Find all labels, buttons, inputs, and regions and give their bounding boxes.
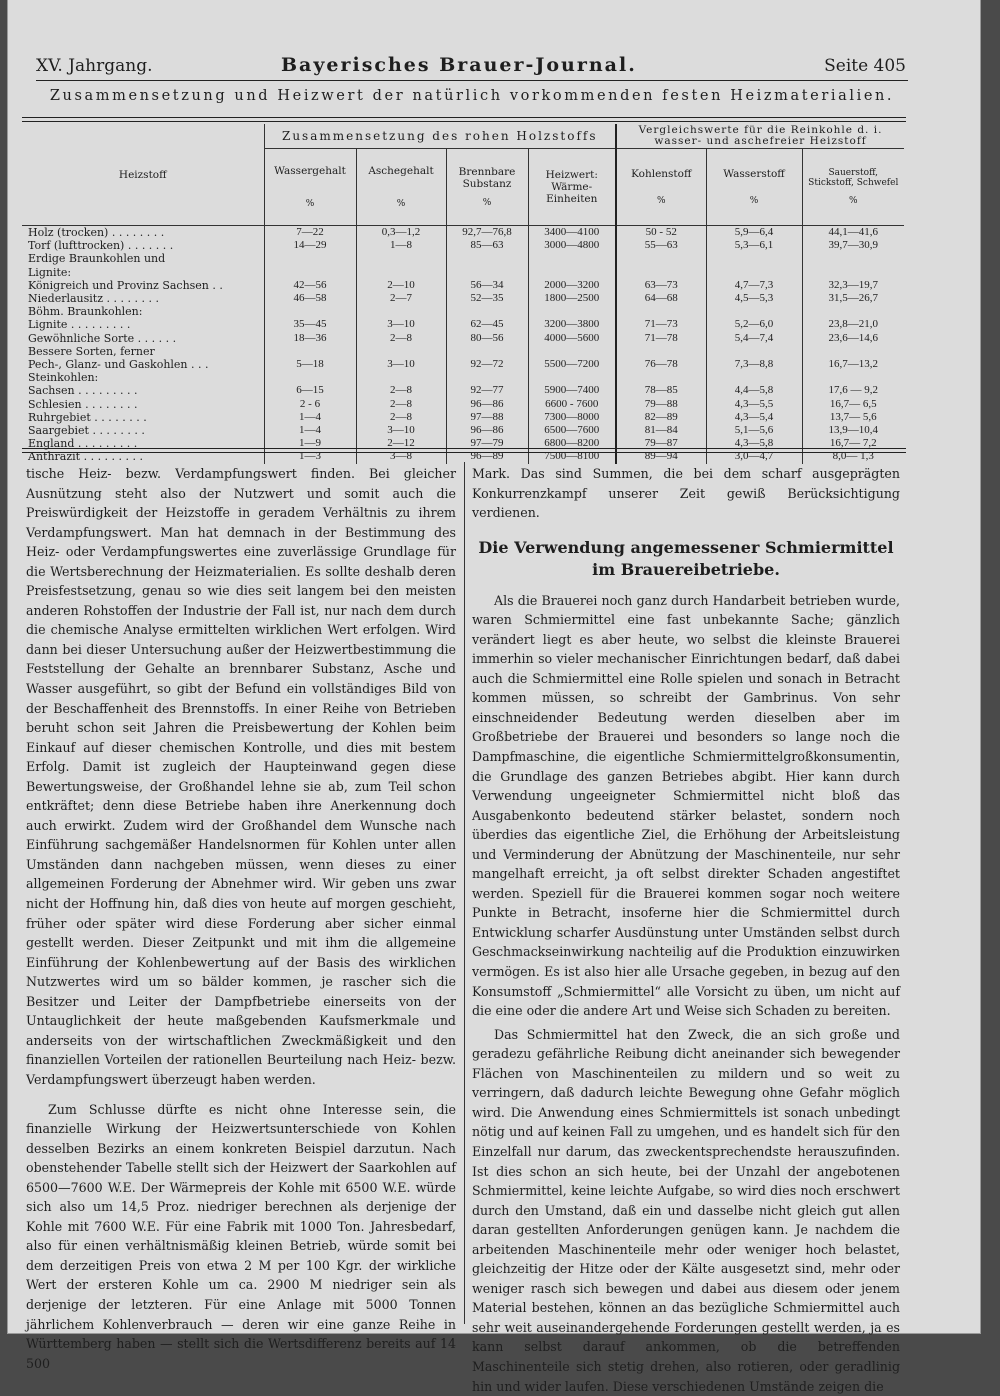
cell-a: 2—8 [356,398,446,411]
header-sauerstoff [802,149,904,226]
cell-c: 55—63 [616,239,706,252]
cell-hy [706,252,802,265]
cell-hy [706,305,802,318]
header-heizstoff: Heizstoff [22,124,264,226]
cell-hy: 5,1—5,6 [706,424,802,437]
cell-b: 80—56 [446,332,528,345]
row-label: Torf (lufttrocken) . . . . . . . [28,239,174,253]
table-row [22,266,904,279]
table-row [22,345,904,358]
header-rule [36,80,908,81]
right-paragraph-1: Als die Brauerei noch ganz durch Handarbeit betrieben wurde, waren Schmiermittel eine fast unbekannte Sache; gänzlich verändert liegt es aber heute, wo selbst die kleinste Brauerei immerhin so vieler mechanischer Einrichtungen bedarf, daß dabei auch die Schmiermittel eine Rolle spielen und sonach in Betracht kommen müssen, so schreibt der Gambrinus. Von sehr einschneidender Bedeutung werden dieselben aber im Großbetriebe der Brauerei und besonders so lange noch die Dampfmaschine, die eigentliche Schmiermittelgroßkonsumentin, die Grundlage des ganzen Betriebes abgibt. Hier kann durch Verwendung ungeeigneter Schmiermittel nicht bloß das Ausgabenkonto bedeutend stärker belastet, sondern noch überdies das eigentliche Ziel, die Erhöhung der Arbeitsleistung und Verminderung der Abnützung der Maschinenteile, nur sehr mangelhaft erreicht, ja oft selbst direkter Schaden angestiftet werden. Speziell für die Brauerei kommen sogar noch weitere Punkte in Betracht, insoferne hier die Schmiermittel durch Entwicklung scharfer Ausdünstung unter Umständen selbst durch Geschmackseinwirkung nachteilig auf die Produktion einzuwirken vermögen. Es ist also hier alle Ursache gegeben, in bezug auf den Konsumstoff „Schmiermittel“ alle Vorsicht zu üben, um nicht auf die eine oder die andere Art und Weise sich Schaden zu bereiten. [472,592,900,1019]
cell-a: 2—8 [356,411,446,424]
cell-hy: 5,3—6,1 [706,239,802,252]
header-sauerstoff-label: Sauerstoff, Stickstoff, Schwefel [808,168,899,188]
heating-materials-table [22,124,904,464]
right-paragraph-0: Mark. Das sind Summen, die bei dem scharf ausgeprägten Konkurrenzkampf unserer Zeit gewiß Berücksichtigung verdienen. [472,466,900,521]
cell-w: 1—9 [264,437,356,450]
cell-o [802,252,904,265]
cell-w: 42—56 [264,279,356,292]
cell-o [802,345,904,358]
cell-b [446,252,528,265]
header-brennbar [446,149,528,226]
cell-b: 97—88 [446,411,528,424]
cell-c [616,305,706,318]
cell-w [264,305,356,318]
cell-w: 1—4 [264,424,356,437]
cell-b [446,266,528,279]
cell-w: 46—58 [264,292,356,305]
cell-a: 0,3—1,2 [356,226,446,240]
header-wassergehalt-unit: % [305,199,315,209]
header-wasserstoff [706,149,802,226]
row-label: Steinkohlen: [28,371,99,385]
header-wasserstoff-label: Wasserstoff [723,168,785,180]
cell-w: 1—4 [264,411,356,424]
table-row [22,239,904,252]
cell-b: 85—63 [446,239,528,252]
cell-b: 56—34 [446,279,528,292]
cell-b: 97—79 [446,437,528,450]
header-wassergehalt-label: Wassergehalt [274,165,346,177]
table-row [22,226,904,240]
cell-c [616,345,706,358]
cell-o: 39,7—30,9 [802,239,904,252]
header-aschegehalt [356,149,446,226]
table-bottom-rule-1 [22,448,906,449]
cell-hy: 4,3—5,4 [706,411,802,424]
page-number: Seite 405 [824,56,906,76]
cell-w: 6—15 [264,384,356,397]
cell-o: 17,6 — 9,2 [802,384,904,397]
cell-b: 92,7—76,8 [446,226,528,240]
volume-label: XV. Jahrgang. [36,56,153,76]
cell-a [356,345,446,358]
table-top-rule-2 [22,121,906,122]
cell-h: 3000—4800 [528,239,616,252]
table-top-rule-1 [22,117,906,118]
header-heizwert: Heizwert: Wärme-Einheiten [528,149,616,226]
table-row [22,332,904,345]
cell-b: 62—45 [446,318,528,331]
row-label: Holz (trocken) . . . . . . . . [28,226,165,239]
table-bottom-rule-2 [22,452,906,453]
header-kohlenstoff-unit: % [656,196,666,206]
cell-hy: 5,9—6,4 [706,226,802,240]
cell-a: 3—10 [356,424,446,437]
table-row [22,358,904,371]
cell-hy: 5,2—6,0 [706,318,802,331]
cell-o: 44,1—41,6 [802,226,904,240]
table-row [22,424,904,437]
cell-hy: 7,3—8,8 [706,358,802,371]
cell-h: 3200—3800 [528,318,616,331]
cell-a [356,252,446,265]
cell-hy [706,266,802,279]
cell-a [356,305,446,318]
cell-c: 79—88 [616,398,706,411]
journal-page [8,0,980,1394]
cell-c [616,371,706,384]
cell-w [264,345,356,358]
cell-c: 71—78 [616,332,706,345]
table-title: Zusammensetzung und Heizwert der natürlich vorkommenden festen Heizmaterialien. [49,88,895,104]
cell-hy: 3,0—4,7 [706,450,802,463]
header-wassergehalt [264,149,356,226]
left-column [26,464,456,1373]
cell-w: 1—3 [264,450,356,463]
cell-a: 3—10 [356,358,446,371]
cell-h [528,252,616,265]
table-row [22,318,904,331]
cell-w [264,252,356,265]
header-brennbar-label: Brennbare Substanz [458,166,516,190]
cell-hy: 4,7—7,3 [706,279,802,292]
cell-c: 76—78 [616,358,706,371]
cell-o: 23,6—14,6 [802,332,904,345]
cell-o: 13,9—10,4 [802,424,904,437]
cell-b [446,305,528,318]
cell-b: 52—35 [446,292,528,305]
row-label: Erdige Braunkohlen und [28,252,166,266]
table-row [22,279,904,292]
row-label: Schlesien . . . . . . . . [28,397,138,411]
cell-hy [706,371,802,384]
cell-h: 6800—8200 [528,437,616,450]
cell-a: 2—8 [356,384,446,397]
row-label: Niederlausitz . . . . . . . . [28,292,159,306]
header-kohlenstoff-label: Kohlenstoff [631,168,692,180]
cell-c: 71—73 [616,318,706,331]
row-label: Königreich und Provinz Sachsen . . [28,278,223,292]
row-label: Bessere Sorten, ferner [28,344,155,358]
cell-b: 96—89 [446,450,528,463]
cell-w [264,266,356,279]
cell-hy: 5,4—7,4 [706,332,802,345]
row-label: Lignite . . . . . . . . . [28,318,131,332]
cell-b: 92—77 [446,384,528,397]
row-label: Sachsen . . . . . . . . . [28,384,138,398]
cell-c: 63—73 [616,279,706,292]
cell-o: 32,3—19,7 [802,279,904,292]
cell-h [528,266,616,279]
journal-title: Bayerisches Brauer-Journal. [281,54,637,76]
header-kohlenstoff [616,149,706,226]
cell-b: 92—72 [446,358,528,371]
cell-a: 2—7 [356,292,446,305]
table-row [22,411,904,424]
cell-hy: 4,3—5,8 [706,437,802,450]
cell-o: 31,5—26,7 [802,292,904,305]
header-group-rohstoff: Zusammensetzung des rohen Holzstoffs [264,124,616,149]
cell-hy [706,345,802,358]
cell-h [528,371,616,384]
cell-h: 6600 - 7600 [528,398,616,411]
header-wasserstoff-unit: % [749,196,759,206]
cell-c: 82—89 [616,411,706,424]
cell-c: 78—85 [616,384,706,397]
header-brennbar-unit: % [482,198,492,208]
header-aschegehalt-label: Aschegehalt [368,165,434,177]
cell-h: 7500—8100 [528,450,616,463]
cell-h: 7300—8000 [528,411,616,424]
header-sauerstoff-unit: % [848,196,858,206]
table-row [22,252,904,265]
cell-w: 7—22 [264,226,356,240]
table-row [22,398,904,411]
cell-h: 3400—4100 [528,226,616,240]
cell-o [802,371,904,384]
cell-w: 18—36 [264,332,356,345]
row-label: England . . . . . . . . . [28,437,138,451]
cell-h [528,305,616,318]
cell-h: 5500—7200 [528,358,616,371]
cell-hy: 4,5—5,3 [706,292,802,305]
cell-h: 2000—3200 [528,279,616,292]
cell-a: 2—12 [356,437,446,450]
cell-b [446,371,528,384]
cell-w [264,371,356,384]
cell-w: 35—45 [264,318,356,331]
header-group-reinkohle: Vergleichswerte für die Reinkohle d. i. wasser- und aschefreier Heizstoff [616,124,904,149]
table-body [22,226,904,464]
cell-o: 16,7— 6,5 [802,398,904,411]
cell-o [802,266,904,279]
page-header [36,52,906,80]
cell-o: 23,8—21,0 [802,318,904,331]
row-label: Saargebiet . . . . . . . . [28,424,145,438]
table-row [22,292,904,305]
cell-a [356,266,446,279]
cell-b [446,345,528,358]
cell-c: 81—84 [616,424,706,437]
left-paragraph-2: Zum Schlusse dürfte es nicht ohne Interesse sein, die finanzielle Wirkung der Heizwertsunterschiede von Kohlen desselben Bezirks an einem konkreten Beispiel darzutun. Nach obenstehender Tabelle stellt sich der Heizwert der Saarkohlen auf 6500—7600 W.E. Der Wärmepreis der Kohle mit 6500 W.E. würde sich also um 14,5 Proz. niedriger berechnen als derjenige der Kohle mit 7600 W.E. Für eine Fabrik mit 1000 Ton. Jahresbedarf, also für einen verhältnismäßig kleinen Betrieb, würde somit bei dem derzeitigen Preis von etwa 2 M per 100 Kgr. der wirkliche Wert der ersteren Kohle um ca. 2900 M niedriger sein als derjenige der letzteren. Für eine Anlage mit 5000 Tonnen jährlichem Kohlenverbrauch — deren wir eine ganze Reihe in Württemberg haben — stellt sich die Wertsdifferenz bereits auf 14 500 [26,1101,456,1371]
cell-c [616,252,706,265]
cell-c: 50 - 52 [616,226,706,240]
cell-b: 96—86 [446,424,528,437]
cell-h: 5900—7400 [528,384,616,397]
cell-c: 64—68 [616,292,706,305]
cell-h [528,345,616,358]
row-label: Ruhrgebiet . . . . . . . . [28,410,147,424]
left-paragraph-1: tische Heiz- bezw. Verdampfungswert finden. Bei gleicher Ausnützung steht also der Nutzwert und somit auch die Preiswürdigkeit der Heizstoffe in geradem Verhältnis zu ihrem Verdampfungswert. Man hat demnach in der Bestimmung des Heiz- oder Verdampfungswertes eine zuverlässige Grundlage für die Wertsberechnung der Heizmaterialien. Es sollte deshalb deren Preisfestsetzung, genau so wie dies seit langem bei den meisten anderen Rohstoffen der Industrie der Fall ist, nur nach dem durch die chemische Analyse ermittelten wirklichen Wert erfolgen. Wird dann bei dieser Untersuchung außer der Heizwertbestimmung die Feststellung der Gehalte an brennbarer Substanz, Asche und Wasser ausgeführt, so gibt der Befund ein vollständiges Bild von der Beschaffenheit des Brennstoffs. In einer Reihe von Betrieben beruht schon seit Jahren die Preisbewertung der Kohlen beim Einkauf auf dieser chemischen Kontrolle, und dies mit bestem Erfolg. Damit ist zugleich der Haupteinwand gegen diese Bewertungsweise, der Großhandel lehne sie ab, zum Teil schon entkräftet; denn diese Betriebe haben ihre Anerkennung doch auch erwirkt. Zudem wird der Großhandel dem Wunsche nach Einführung sachgemäßer Handelsnormen für Kohlen unter allen Umständen dann nachgeben müssen, wenn dieses zu einer allgemeinen Forderung der Abnehmer wird. Wir geben uns zwar nicht der Hoffnung hin, daß dies von heute auf morgen geschieht, früher oder später wird diese Forderung aber sicher einmal gestellt werden. Dieser Zeitpunkt und mit ihm die allgemeine Einführung der Kohlenbewertung auf der Basis des wirklichen Nutzwertes wird um so bälder kommen, je rascher sich die Besitzer und Leiter der Dampfbetriebe einerseits von der Untauglichkeit der heute maßgebenden Kaufsmerkmale und anderseits von der wirtschaftlichen Zweckmäßigkeit und den finanziellen Vorteilen der rationellen Beurteilung nach Heiz- bezw. Verdampfungswert überzeugt haben werden. [26,466,456,1087]
cell-o: 16,7— 7,2 [802,437,904,450]
cell-o: 13,7— 5,6 [802,411,904,424]
table-row [22,371,904,384]
row-label: Böhm. Braunkohlen: [28,305,143,319]
cell-a [356,371,446,384]
table-row [22,384,904,397]
cell-hy: 4,4—5,8 [706,384,802,397]
row-label: Pech-, Glanz- und Gaskohlen . . . [28,358,209,372]
row-label: Gewöhnliche Sorte . . . . . . [28,331,177,345]
article-title: Die Verwendung angemessener Schmiermittel im Brauereibetriebe. [478,537,894,579]
cell-w: 14—29 [264,239,356,252]
cell-w: 2 - 6 [264,398,356,411]
cell-h: 6500—7600 [528,424,616,437]
cell-c: 79—87 [616,437,706,450]
cell-o [802,305,904,318]
right-paragraph-2: Das Schmiermittel hat den Zweck, die an sich große und geradezu gefährliche Reibung dicht aneinander sich bewegender Flächen von Maschinenteilen zu mildern und so weit zu verringern, daß dadurch leichte Bewegung ohne Gefahr möglich wird. Die Anwendung eines Schmiermittels ist sonach unbedingt nötig und auf keinen Fall zu umgehen, und es handelt sich für den Einzelfall nur darum, das zweckentsprechendste herauszufinden. Ist dies schon an sich heute, bei der Unzahl der angebotenen Schmiermittel, keine leichte Aufgabe, so wird dies noch erschwert durch den Umstand, daß ein und dasselbe nicht gleich gut allen daran gestellten Anforderungen genügen kann. Je nachdem die arbeitenden Maschinenteile mehr oder weniger hoch belastet, gleichzeitig der Hitze oder der Kälte ausgesetzt sind, mehr oder weniger rasch sich bewegen und dabei aus diesem oder jenem Material bestehen, können an das bezügliche Schmiermittel auch sehr weit auseinandergehende Forderungen gestellt werden, ja es kann selbst darauf ankommen, ob die betreffenden Maschinenteile sich stetig drehen, also rotieren, oder geradlinig hin und wider laufen. Diese verschiedenen Umstände zeigen die [472,1026,900,1394]
cell-a: 3—8 [356,450,446,463]
cell-a: 2—10 [356,279,446,292]
cell-hy: 4,3—5,5 [706,398,802,411]
table-row [22,305,904,318]
cell-a: 2—8 [356,332,446,345]
cell-o: 16,7—13,2 [802,358,904,371]
cell-c [616,266,706,279]
right-column [472,464,900,1396]
cell-c: 89—94 [616,450,706,463]
cell-a: 1—8 [356,239,446,252]
cell-h: 4000—5600 [528,332,616,345]
cell-b: 96—86 [446,398,528,411]
cell-o: 8,0— 1,3 [802,450,904,463]
row-label: Lignite: [28,265,72,279]
cell-a: 3—10 [356,318,446,331]
column-divider [464,462,465,1324]
header-aschegehalt-unit: % [396,199,406,209]
cell-h: 1800—2500 [528,292,616,305]
row-label: Anthrazit . . . . . . . . . [28,450,144,464]
cell-w: 5—18 [264,358,356,371]
